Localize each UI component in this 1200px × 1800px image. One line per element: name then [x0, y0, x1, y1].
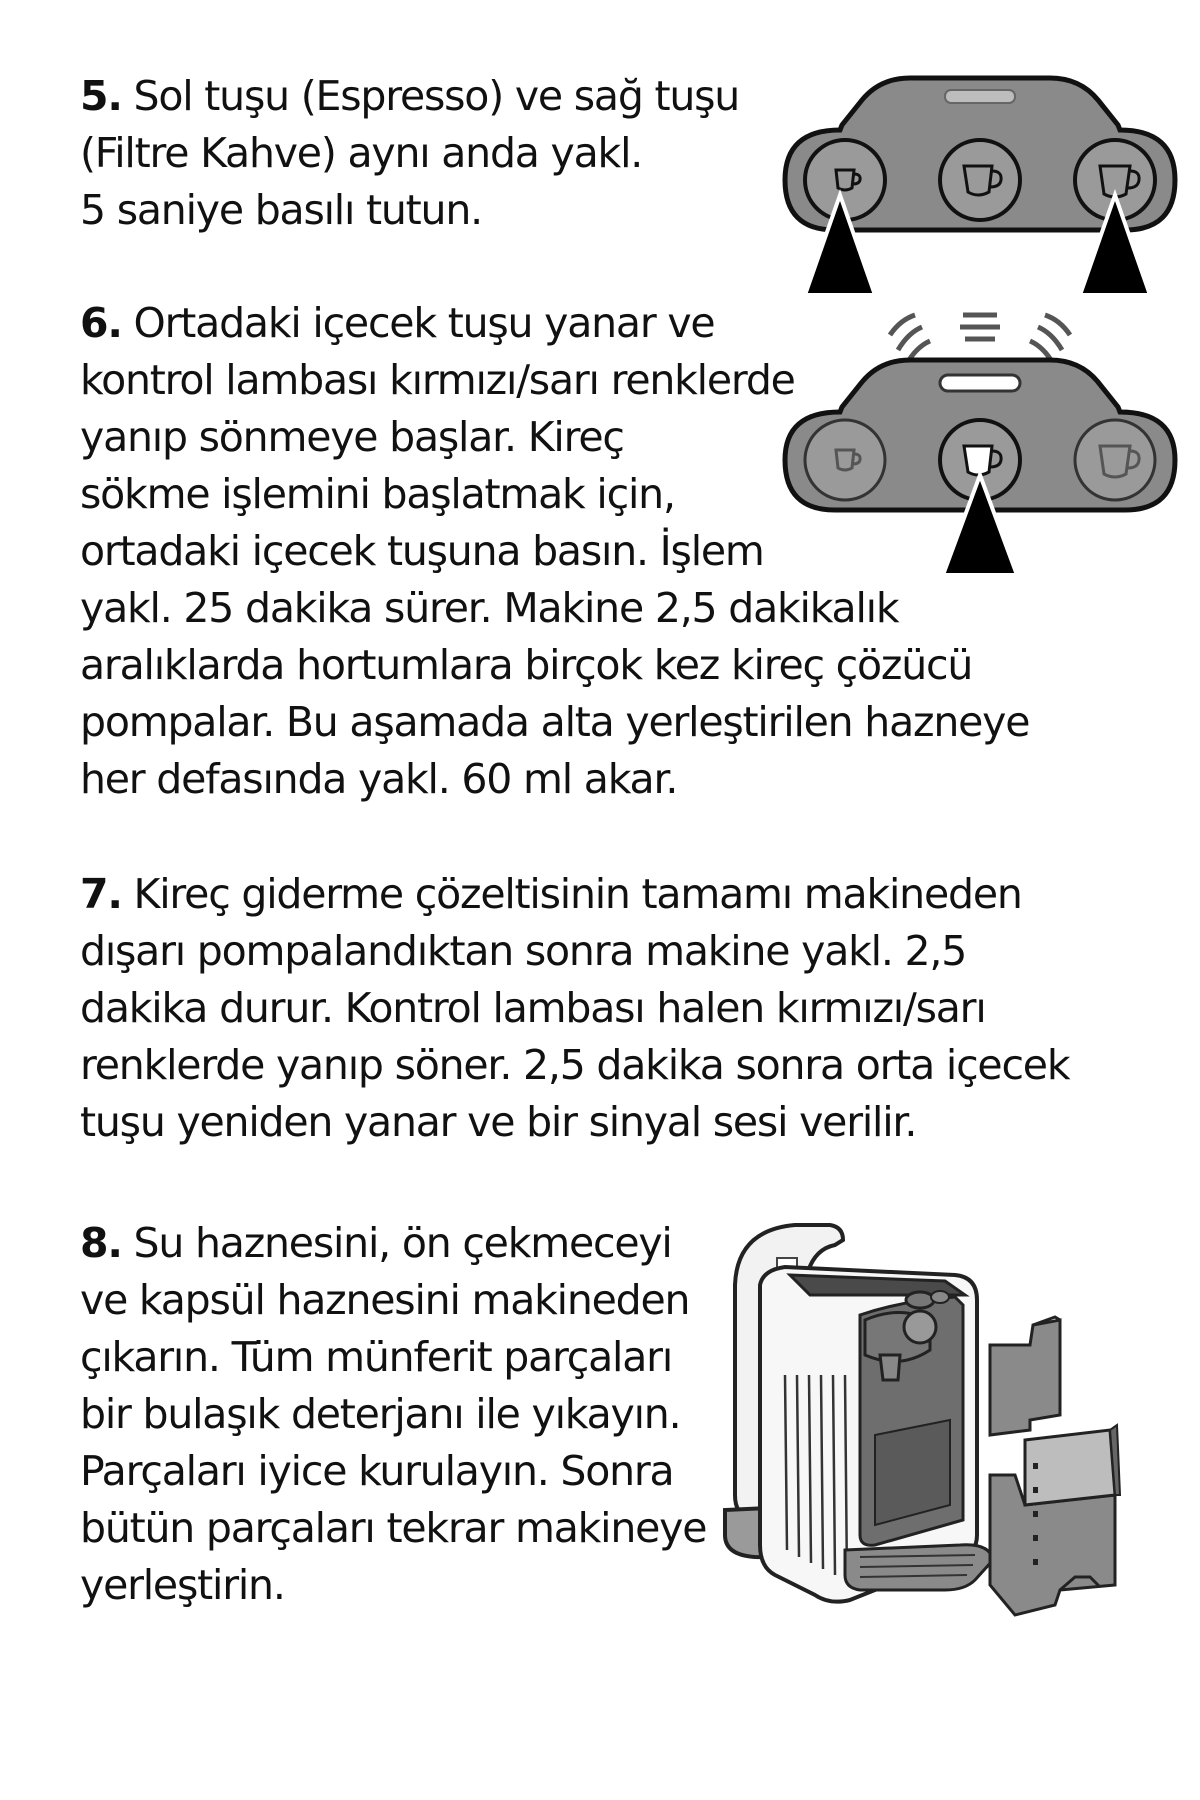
step-6-line-4: sökme işlemini başlatmak için,: [80, 470, 675, 518]
step-7-line-4: renklerde yanıp söner. 2,5 dakika sonra orta içecek: [80, 1041, 1070, 1089]
step-6-line-1: 6. Ortadaki içecek tuşu yanar ve: [80, 299, 715, 347]
step-8-line-5: Parçaları iyice kurulayın. Sonra: [80, 1447, 674, 1495]
step-5-line-2: (Filtre Kahve) aynı anda yakl.: [80, 129, 643, 177]
step-7-line-3: dakika durur. Kontrol lambası halen kırmızı/sarı: [80, 984, 986, 1032]
step-8-line-3: çıkarın. Tüm münferit parçaları: [80, 1333, 673, 1381]
coffee-machine-figure: [715, 1205, 1155, 1625]
step-6-number: 6.: [80, 299, 122, 347]
step-6-line-8: pompalar. Bu aşamada alta yerleştirilen hazneye: [80, 698, 1030, 746]
step-6-line-7: aralıklarda hortumlara birçok kez kireç çözücü: [80, 641, 973, 689]
capsule-container-icon: [990, 1320, 1060, 1435]
step-5-number: 5.: [80, 72, 122, 120]
step-8: [80, 1215, 706, 1614]
step-8-number: 8.: [80, 1219, 122, 1267]
control-panel-figure-step-6: [780, 305, 1180, 575]
espresso-button-icon: [805, 420, 885, 500]
step-5-line-1: 5. Sol tuşu (Espresso) ve sağ tuşu: [80, 72, 740, 120]
step-7-number: 7.: [80, 870, 122, 918]
step-6-line-9: her defasında yakl. 60 ml akar.: [80, 755, 678, 803]
step-8-line-6: bütün parçaları tekrar makineye: [80, 1504, 707, 1552]
step-7-line-1: 7. Kireç giderme çözeltisinin tamamı makineden: [80, 870, 1022, 918]
coffee-button-icon: [940, 140, 1020, 220]
step-5-line-3: 5 saniye basılı tutun.: [80, 186, 482, 234]
step-7-line-2: dışarı pompalandıktan sonra makine yakl. 2,5: [80, 927, 967, 975]
step-7-line-5: tuşu yeniden yanar ve bir sinyal sesi verilir.: [80, 1098, 917, 1146]
step-8-line-2: ve kapsül haznesini makineden: [80, 1276, 690, 1324]
control-panel-figure-step-5: [780, 70, 1180, 295]
step-5: [80, 68, 739, 239]
step-6-line-6: yakl. 25 dakika sürer. Makine 2,5 dakikalık: [80, 584, 899, 632]
step-8-line-4: bir bulaşık deterjanı ile yıkayın.: [80, 1390, 681, 1438]
step-8-line-7: yerleştirin.: [80, 1561, 285, 1609]
step-6-line-2: kontrol lambası kırmızı/sarı renklerde: [80, 356, 795, 404]
filter-coffee-button-icon: [1075, 420, 1155, 500]
step-6-line-5: ortadaki içecek tuşuna basın. İşlem: [80, 527, 764, 575]
step-8-line-1: 8. Su haznesini, ön çekmeceyi: [80, 1219, 672, 1267]
step-6-line-3: yanıp sönmeye başlar. Kireç: [80, 413, 624, 461]
step-7: [80, 866, 1069, 1151]
